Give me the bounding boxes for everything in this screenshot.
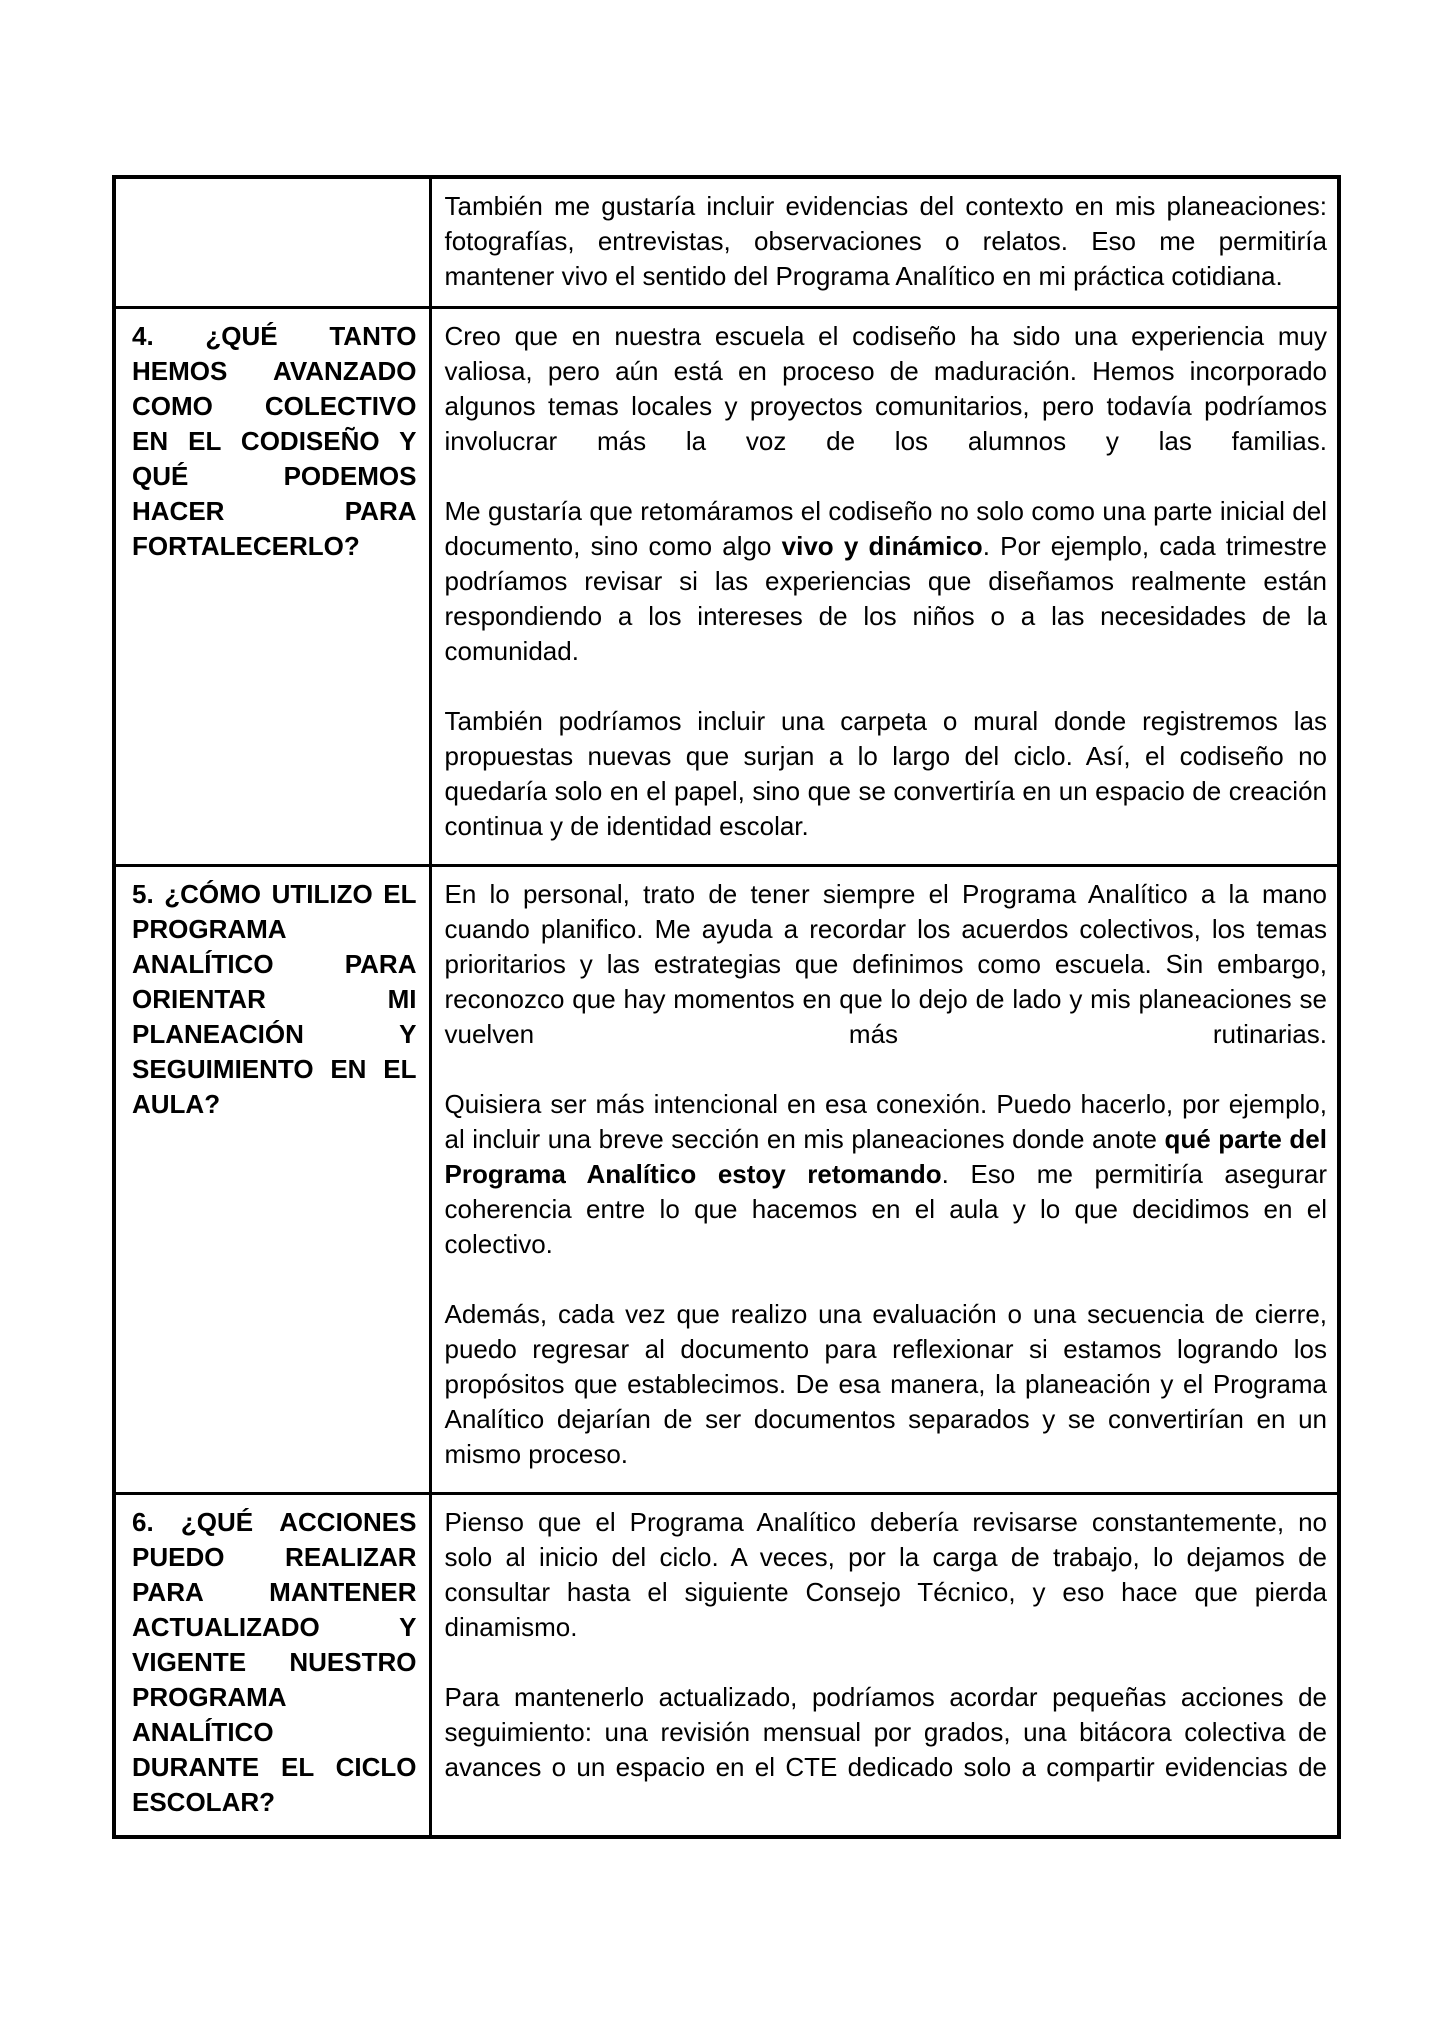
answer-paragraph (445, 189, 1328, 294)
answer-text: En lo personal, trato de tener siempre el Programa Analítico a la mano cuando planifico. Me ayuda a recordar los acuerdos colectivos, los temas prioritarios y las estrategias que definimos como escuela. Sin embargo, reconozco que hay momentos en que lo dejo de lado y mis planeaciones se vuelven más rutinarias. (444, 878, 1327, 1049)
question-cell (114, 307, 430, 865)
question-line: HEMOS AVANZADO (132, 355, 417, 386)
question-line: 4. ¿QUÉ TANTO (132, 320, 417, 351)
question-line: FORTALECERLO? (132, 530, 360, 561)
answer-cell (430, 865, 1339, 1493)
question-line: HACER PARA (132, 495, 417, 526)
answer-text: . Por ejemplo, cada trimestre podríamos revisar si las experiencias que diseñamos realmente están respondiendo a los intereses de los niños o a las necesidades de la comunidad. (444, 530, 1327, 666)
answer-paragraph (445, 319, 1328, 459)
question-cell (114, 177, 430, 307)
question-line: 5. ¿CÓMO UTILIZO EL (132, 878, 417, 909)
question-line: DURANTE EL CICLO (132, 1751, 417, 1782)
answer-cell (430, 177, 1339, 307)
answer-paragraph (445, 877, 1328, 1052)
question-cell (114, 1493, 430, 1837)
question-line: QUÉ PODEMOS (132, 460, 417, 491)
answer-text: . Eso me permitiría asegurar coherencia entre lo que hacemos en el aula y lo que decidimos en el colectivo. (444, 1158, 1328, 1259)
question-line: PLANEACIÓN Y (132, 1018, 417, 1049)
answer-text: Para mantenerlo actualizado, podríamos acordar pequeñas acciones de seguimiento: una revisión mensual por grados, una bitácora colectiva de avances o un espacio en el CTE dedicado solo a compartir evidencias de (444, 1681, 1327, 1782)
question-line: PARA MANTENER (132, 1576, 417, 1607)
question-line: SEGUIMIENTO EN EL (132, 1053, 417, 1084)
question-line: PROGRAMA (132, 913, 287, 944)
answer-text: Además, cada vez que realizo una evaluación o una secuencia de cierre, puedo regresar al documento para reflexionar si estamos logrando los propósitos que establecimos. De esa manera, la planeación y el Programa Analítico dejarían de ser documentos separados y se convertirían en un mismo proceso. (444, 1298, 1327, 1469)
question-line: EN EL CODISEÑO Y (132, 425, 417, 456)
question-line: ANALÍTICO PARA (132, 948, 417, 979)
table-row (114, 1493, 1339, 1837)
question-line: VIGENTE NUESTRO (132, 1646, 417, 1677)
answer-text: Quisiera ser más intencional en esa conexión. Puedo hacerlo, por ejemplo, al incluir una breve sección en mis planeaciones donde anote (444, 1088, 1327, 1154)
bold-emphasis: qué parte del Programa Analítico estoy retomando (444, 1123, 1327, 1189)
answer-cell (430, 307, 1339, 865)
question-line: ANALÍTICO (132, 1716, 274, 1747)
answer-text: Pienso que el Programa Analítico debería revisarse constantemente, no solo al inicio del ciclo. A veces, por la carga de trabajo, lo dejamos de consultar hasta el siguiente Consejo Técnico, y eso hace que pierda dinamismo. (444, 1506, 1327, 1642)
answer-paragraph (445, 1505, 1328, 1645)
question-line: 6. ¿QUÉ ACCIONES (132, 1506, 417, 1537)
question-line: ORIENTAR MI (132, 983, 417, 1014)
question-line: AULA? (132, 1088, 221, 1119)
answer-paragraph (445, 704, 1328, 844)
answer-paragraph (445, 1297, 1328, 1472)
question-cell (114, 865, 430, 1493)
bold-emphasis: vivo y dinámico (781, 530, 983, 561)
answer-text: También me gustaría incluir evidencias del contexto en mis planeaciones: fotografías, entrevistas, observaciones o relatos. Eso me permitiría mantener vivo el sentido del Programa Analítico en mi práctica cotidiana. (444, 191, 1327, 291)
answer-paragraph (445, 1680, 1328, 1785)
answer-paragraph (445, 494, 1328, 669)
question-line: ACTUALIZADO Y (132, 1611, 417, 1642)
qa-table (112, 175, 1341, 1839)
table-row (114, 307, 1339, 865)
answer-text: Creo que en nuestra escuela el codiseño ha sido una experiencia muy valiosa, pero aún está en proceso de maduración. Hemos incorporado algunos temas locales y proyectos comunitarios, pero todavía podríamos involucrar más la voz de los alumnos y las familias. (444, 320, 1327, 456)
question-line: ESCOLAR? (132, 1786, 275, 1817)
answer-text: También podríamos incluir una carpeta o mural donde registremos las propuestas nuevas que surjan a lo largo del ciclo. Así, el codiseño no quedaría solo en el papel, sino que se convertiría en un espacio de creación continua y de identidad escolar. (444, 705, 1327, 841)
question-line: PUEDO REALIZAR (132, 1541, 417, 1572)
question-line: PROGRAMA (132, 1681, 287, 1712)
question-line: COMO COLECTIVO (132, 390, 417, 421)
qa-table-body (114, 177, 1339, 1837)
answer-text: Me gustaría que retomáramos el codiseño no solo como una parte inicial del documento, sino como algo (444, 495, 1327, 561)
answer-paragraph (445, 1087, 1328, 1262)
answer-cell (430, 1493, 1339, 1837)
table-row (114, 865, 1339, 1493)
table-row (114, 177, 1339, 307)
